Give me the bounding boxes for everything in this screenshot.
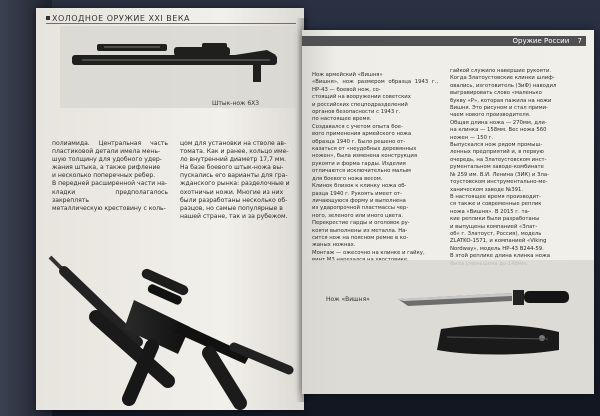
left-top-caption: Штык-нож 6Х3 (212, 100, 260, 107)
left-text-column-1: полиамида. Центральная часть пластиковой детали имела мень- шую толщину для удобного удер- жания штыка, а также рифление и несколько поперечных ребер. В передней расширенной части на- кладки предполагалось закреплять металлическую крестовину с коль- (52, 140, 168, 212)
rifle-bayonet-photo (62, 34, 296, 86)
knife-caption: Нож «Вишня» (326, 296, 370, 303)
kalashnikov-rifle-icon (36, 243, 304, 410)
right-text-column-2: гайкой служило навершие рукояти. Когда Златоустовские клинки шлиф- овались, изготовитель (ЗиФ) наводил выгравировать слово «маленько букву «Р», которая пажила на ножи Вишня. Это рисуном и стал прими- чаем нового производителя. Общая длина ножа — 270мм, дли- на клинка — 158мм. Вес ножа 560 ножен — 150 г. Выпускался нож рядом промыш- ленных предприятий и, в первую очередь, на Златоустовском инст- рументальном заводе-комбинате № 259 им. В.И. Ленина (ЗИК) и Зла- тоустовском инструментально-ме- ханическом заводе №391. В настоящее время производит- ся также и современные реплик ножа «Вишня». В 2015 г. та- кие реплики были разработаны и выпущены компанией «Злат- об» г. Златоуст, Россия), модель ZLATKO-1571, и компанией «Viking Nordway», модель НР-43 B244-59. В этой реплике длина клинка ножа (450, 68, 557, 260)
right-page-header (513, 37, 583, 45)
left-text-column-2: цом для установки на стволе ав- томата. Как и ранее, кольцо име- ло внутренний диаметр 17,7 мм. На базе боевого штык-ножа вы- пускались его варианты для гра- жданского рынка: разделочные и охотничьи ножи. Многие из них были разработаны несколько об- разцов, но самые популярные в нашей стране, так и за рубежом. (180, 140, 290, 220)
right-page-number: 7 (577, 37, 582, 45)
right-page (302, 30, 594, 394)
knife-photo (394, 266, 582, 383)
right-page-section: Оружие России (512, 37, 570, 45)
left-page (36, 8, 304, 410)
rifle-photo (36, 243, 304, 410)
left-page-header: ХОЛОДНОЕ ОРУЖИЕ XXI ВЕКА (52, 14, 191, 23)
left-header-rule (46, 14, 296, 24)
right-text-column-1: Нож армейский «Вишня» «Вишня», нож размером образца 1943 г., НР-43 — боевой нож, со- стоящий на вооружении советских и российских спецподразделений органов безопасности с 1943 г. по настоящее время. Создавался с учетом опыта бое- вого применения армейского ножа образца 1940 г. Было решено от- казаться от «неудобных деревянных ножен», была изменена конструкция рукояти и форма гарды. Изделия отличаются исключительно малым для боевого ножа весом. Клинок близок к клинку ножа об- разца 1940 г. Рукоять имеет от- личающуюся форму и выполнена из ударопрочной пластмассы чер- ного, зеленого или иного цвета. Перекрестие гарды и оголовок ру- кояти выполнены из металла. На- сится нож на поясном ремне в ко- жаных ножнах. Монтаж — ожесочно на клинке и гайку, (312, 72, 438, 256)
